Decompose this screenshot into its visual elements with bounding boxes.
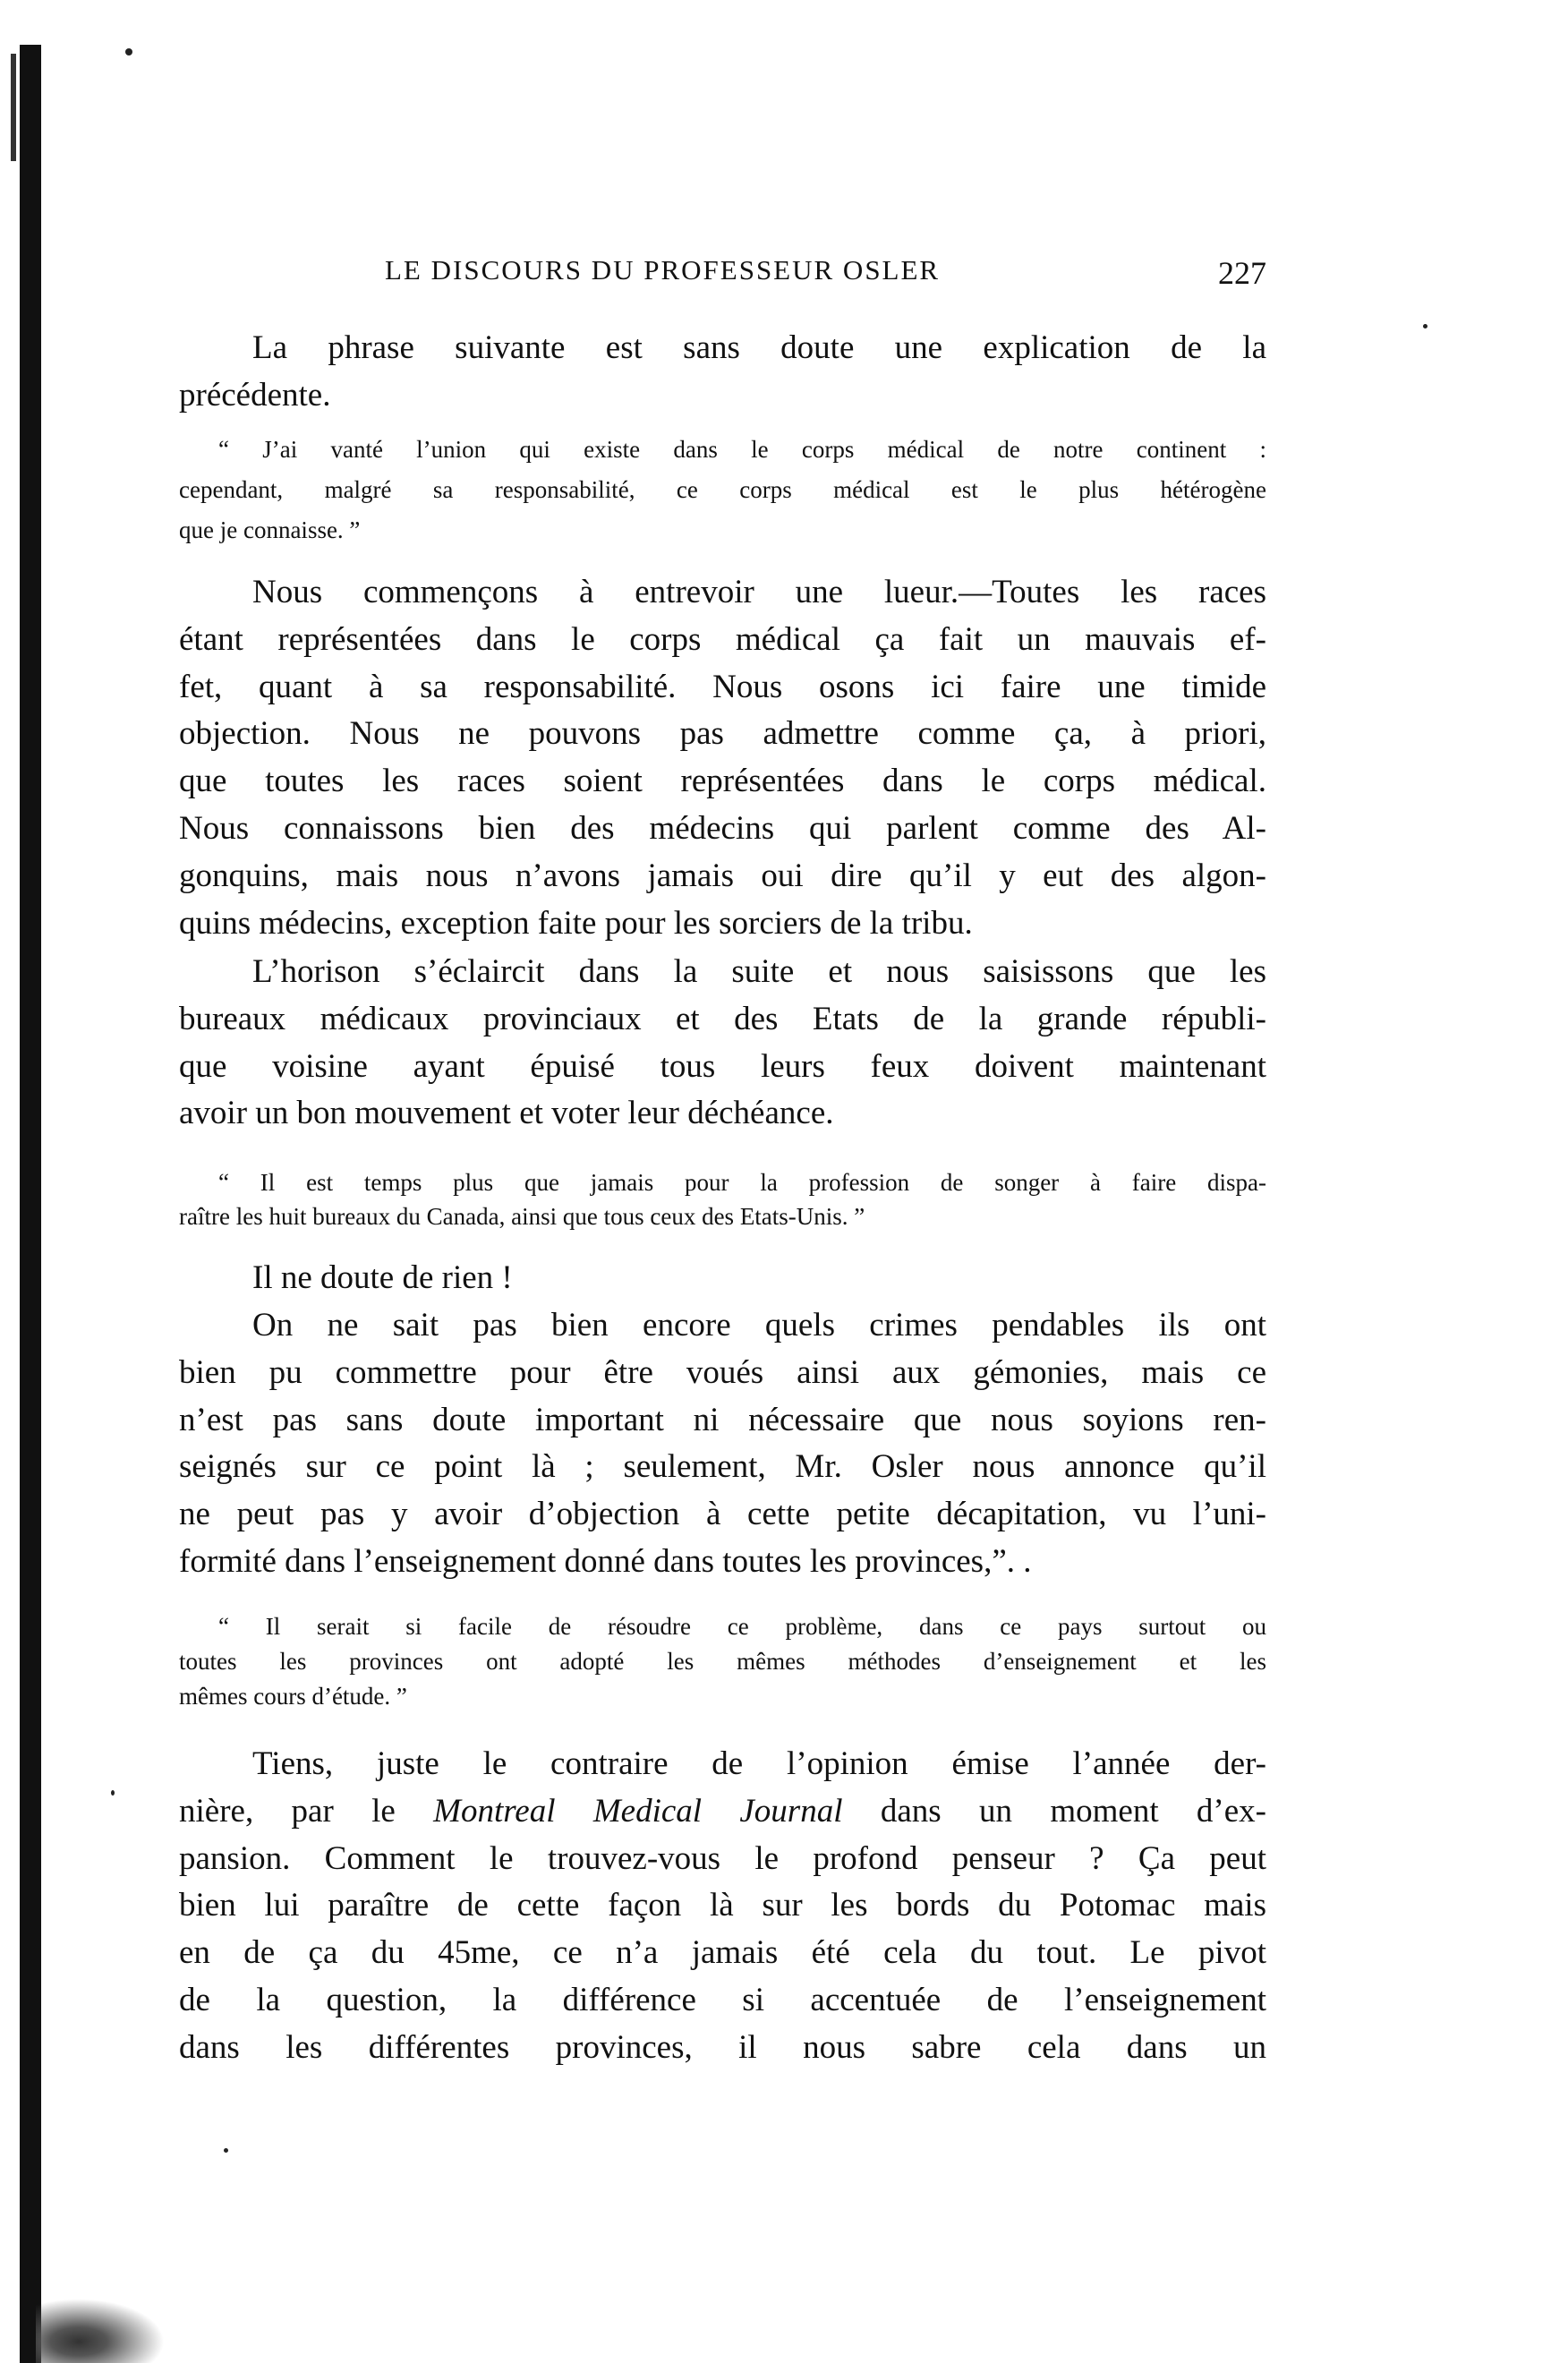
paragraph <box>179 1255 1266 1302</box>
text-line: Il ne doute de rien ! <box>252 1259 513 1296</box>
text-line: La phrase suivante est sans doute une explication de la <box>252 329 1266 366</box>
text-line: Nous connaissons bien des médecins qui parlent comme des Al- <box>179 809 1266 847</box>
text-line: précédente. <box>179 376 331 414</box>
text-line: pansion. Comment le trouvez-vous le profond penseur ? Ça peut <box>179 1839 1266 1877</box>
text-run: nière, par le <box>179 1792 434 1830</box>
text-line: bien lui paraître de cette façon là sur les bords du Potomac mais <box>179 1887 1266 1924</box>
text-line: toutes les provinces ont adopté les mêmes méthodes d’enseignement et les <box>179 1648 1266 1675</box>
page-number: 227 <box>1218 255 1266 291</box>
text-line: étant représentées dans le corps médical ça fait un mauvais ef- <box>179 620 1266 658</box>
text-line: Nous commençons à entrevoir une lueur.—Toutes les races <box>252 574 1266 610</box>
running-title: LE DISCOURS DU PROFESSEUR OSLER <box>385 254 941 286</box>
text-run: dans un moment d’ex- <box>842 1792 1266 1830</box>
paragraph <box>179 1302 1266 1586</box>
text-line: Tiens, juste le contraire de l’opinion émise l’année der- <box>252 1745 1266 1782</box>
text-line: L’horison s’éclaircit dans la suite et nous saisissons que les <box>252 953 1266 990</box>
text-line: mêmes cours d’étude. ” <box>179 1683 407 1710</box>
scan-binding-edge <box>20 45 41 2363</box>
text-line: de la question, la différence si accentuée de l’enseignement <box>179 1981 1266 2018</box>
scan-speck <box>125 48 132 55</box>
text-line: “ Il est temps plus que jamais pour la profession de songer à faire dispa- <box>218 1169 1266 1196</box>
text-line: seignés sur ce point là ; seulement, Mr. Osler nous annonce qu’il <box>179 1448 1266 1486</box>
text-line: n’est pas sans doute important ni nécessaire que nous soyions ren- <box>179 1401 1266 1438</box>
journal-title: Montreal Medical Journal <box>433 1792 843 1830</box>
scan-speck <box>1423 324 1427 328</box>
scan-binding-edge-shadow <box>11 54 16 161</box>
text-line: raître les huit bureaux du Canada, ainsi que tous ceux des Etats-Unis. ” <box>179 1203 865 1230</box>
block-quote <box>179 430 1266 550</box>
text-line: formité dans l’enseignement donné dans toutes les provinces,”. . <box>179 1542 1032 1580</box>
paragraph <box>179 569 1266 947</box>
paragraph <box>179 325 1266 420</box>
text-line: dans les différentes provinces, il nous sabre cela dans un <box>179 2028 1266 2066</box>
text-line: que je connaisse. ” <box>179 516 361 543</box>
block-quote <box>179 1165 1266 1233</box>
scan-speck <box>224 2148 228 2153</box>
text-line: On ne sait pas bien encore quels crimes pendables ils ont <box>252 1307 1266 1344</box>
scan-speck <box>111 1790 115 1796</box>
block-quote <box>179 1609 1266 1714</box>
text-line: “ Il serait si facile de résoudre ce problème, dans ce pays surtout ou <box>218 1613 1266 1640</box>
text-line: en de ça du 45me, ce n’a jamais été cela du tout. Le pivot <box>179 1934 1266 1972</box>
text-line: bien pu commettre pour être voués ainsi aux gémonies, mais ce <box>179 1353 1266 1391</box>
text-line: ne peut pas y avoir d’objection à cette petite décapitation, vu l’uni- <box>179 1496 1266 1533</box>
paragraph <box>179 949 1266 1138</box>
text-line: fet, quant à sa responsabilité. Nous osons ici faire une timide <box>179 668 1266 705</box>
text-line <box>179 1788 1266 1836</box>
text-line: cependant, malgré sa responsabilité, ce corps médical est le plus hétérogène <box>179 476 1266 503</box>
text-line: avoir un bon mouvement et voter leur déchéance. <box>179 1095 834 1132</box>
text-line: bureaux médicaux provinciaux et des Etats de la grande républi- <box>179 1000 1266 1037</box>
paragraph <box>179 1741 1266 2072</box>
text-line: que toutes les races soient représentées dans le corps médical. <box>179 763 1266 800</box>
text-line: gonquins, mais nous n’avons jamais oui dire qu’il y eut des algon- <box>179 857 1266 894</box>
text-line: que voisine ayant épuisé tous leurs feux doivent maintenant <box>179 1047 1266 1085</box>
text-line: objection. Nous ne pouvons pas admettre comme ça, à priori, <box>179 715 1266 753</box>
running-header <box>179 254 1266 294</box>
scan-smudge <box>36 2291 179 2363</box>
text-line: “ J’ai vanté l’union qui existe dans le corps médical de notre continent : <box>218 436 1266 463</box>
text-line: quins médecins, exception faite pour les sorciers de la tribu. <box>179 904 973 942</box>
